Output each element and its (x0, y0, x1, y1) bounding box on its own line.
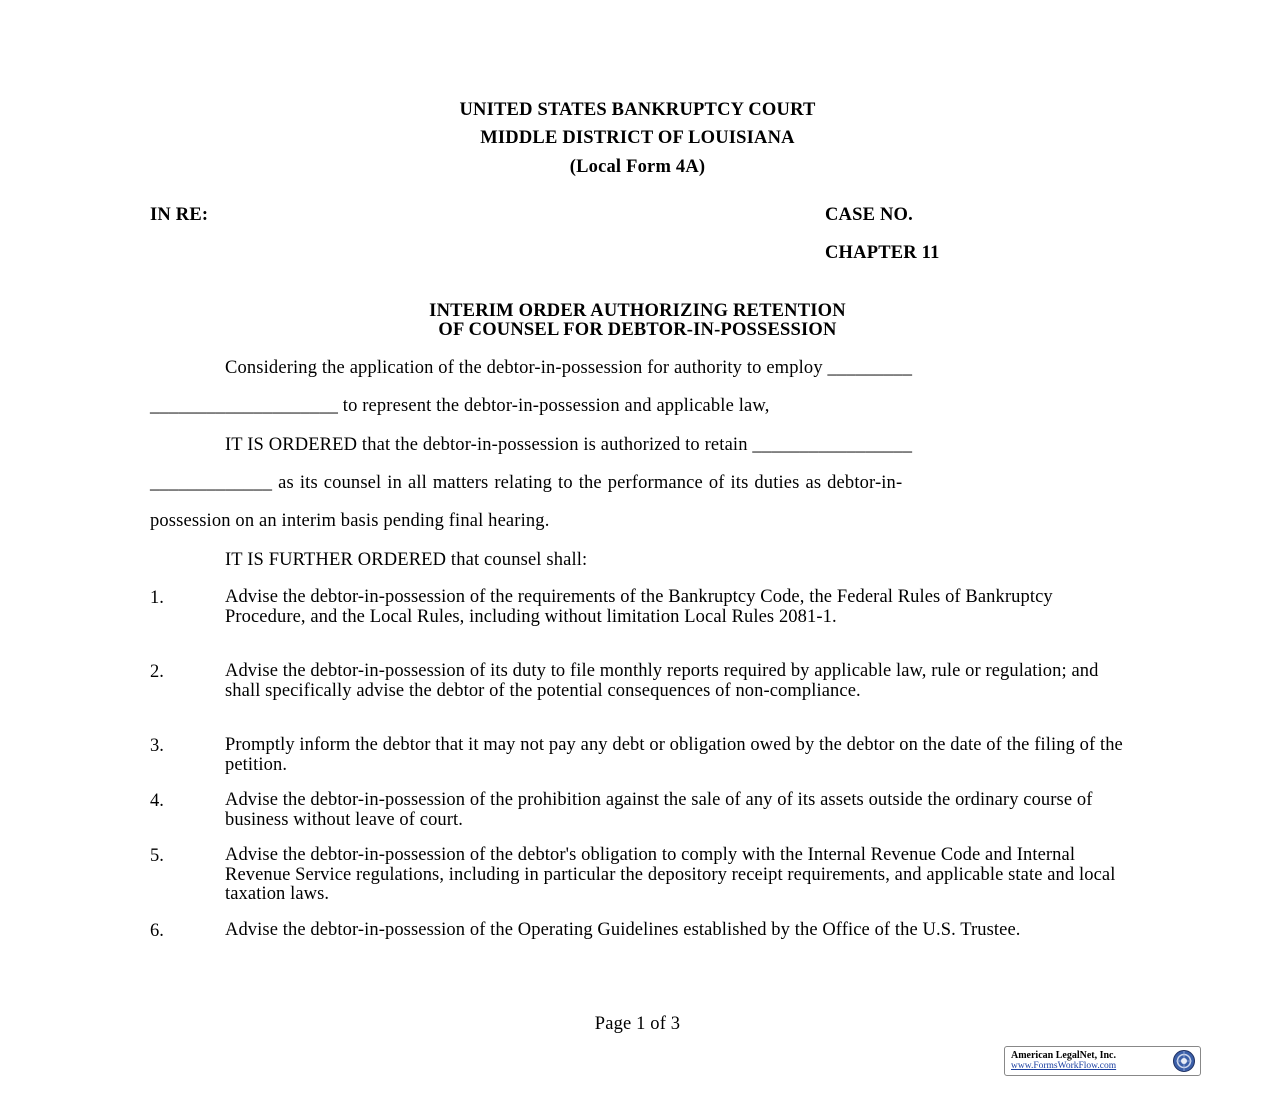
order-title-line-1: INTERIM ORDER AUTHORIZING RETENTION (429, 301, 846, 321)
paragraph-1-line-2: ____________________ to represent the debtor-in-possession and applicable law, (150, 396, 770, 416)
list-item: Advise the debtor-in-possession of its duty to file monthly reports required by applicable law, rule or regulation; and shall specifically advise the debtor of the potential consequences of non-compliance. (225, 661, 1099, 701)
case-no-label: CASE NO. (825, 205, 913, 225)
paragraph-2-line-3: possession on an interim basis pending final hearing. (150, 511, 550, 531)
logo-company-name: American LegalNet, Inc. (1011, 1050, 1116, 1061)
list-item: Promptly inform the debtor that it may not pay any debt or obligation owed by the debtor on the date of the filing of the petition. (225, 735, 1123, 775)
district-name: MIDDLE DISTRICT OF LOUISIANA (480, 128, 795, 148)
item-number: 6. (150, 921, 164, 941)
item-number: 2. (150, 662, 164, 682)
list-item: Advise the debtor-in-possession of the prohibition against the sale of any of its assets outside the ordinary course of business without leave of court. (225, 790, 1093, 830)
chapter-label: CHAPTER 11 (825, 243, 940, 263)
item-number: 5. (150, 846, 164, 866)
list-item: Advise the debtor-in-possession of the requirements of the Bankruptcy Code, the Federal Rules of Bankruptcy Procedure, and the Local Rules, including without limitation Local Rules 2081-1. (225, 587, 1053, 627)
paragraph-2-line-1: IT IS ORDERED that the debtor-in-possession is authorized to retain _________________ (225, 435, 913, 455)
page-number: Page 1 of 3 (594, 1014, 681, 1034)
list-item: Advise the debtor-in-possession of the debtor's obligation to comply with the Internal Revenue Code and Internal Revenue Service regulations, including in particular the depository receipt requirements, and applicable state and local taxation laws. (225, 845, 1116, 905)
in-re-label: IN RE: (150, 205, 209, 225)
list-item: Advise the debtor-in-possession of the Operating Guidelines established by the Office of the U.S. Trustee. (225, 920, 1021, 940)
item-number: 1. (150, 588, 164, 608)
paragraph-1-line-1: Considering the application of the debtor-in-possession for authority to employ _________ (225, 358, 913, 378)
globe-icon (1172, 1049, 1196, 1073)
paragraph-3: IT IS FURTHER ORDERED that counsel shall: (225, 550, 588, 570)
item-number: 4. (150, 791, 164, 811)
paragraph-2-line-2: _____________ as its counsel in all matters relating to the performance of its duties as debtor-in- (150, 473, 903, 493)
logo-url-link[interactable]: www.FormsWorkFlow.com (1011, 1061, 1117, 1071)
item-number: 3. (150, 736, 164, 756)
legalnet-logo[interactable] (1004, 1046, 1201, 1076)
court-name: UNITED STATES BANKRUPTCY COURT (459, 100, 816, 120)
form-number: (Local Form 4A) (569, 157, 706, 177)
order-title-line-2: OF COUNSEL FOR DEBTOR-IN-POSSESSION (438, 320, 837, 340)
